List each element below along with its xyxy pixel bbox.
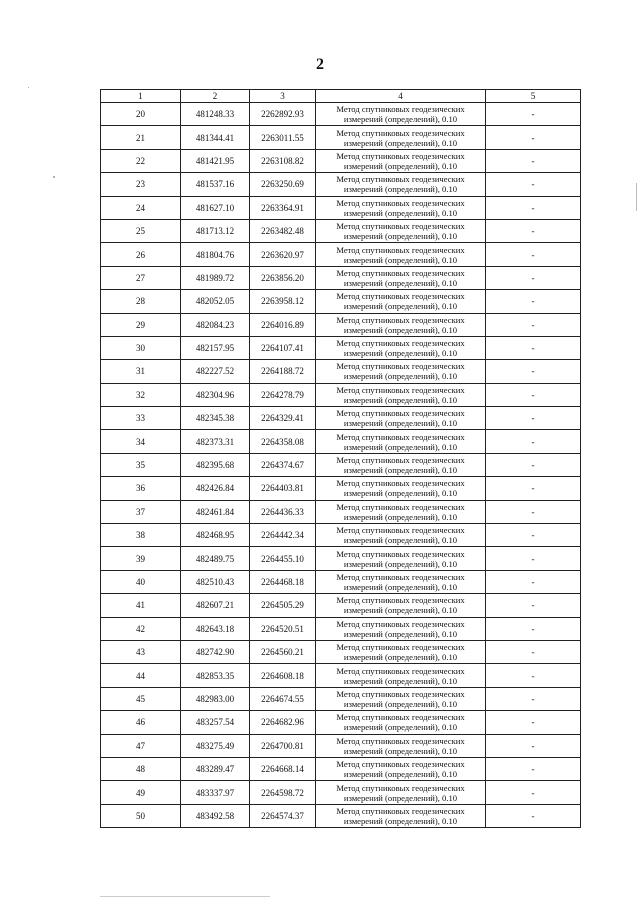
x-coordinate-cell: 483257.54 — [181, 711, 250, 734]
scan-speck — [53, 176, 55, 178]
point-number-cell: 23 — [101, 173, 181, 196]
y-coordinate-cell: 2264329.41 — [250, 407, 316, 430]
note-cell: - — [486, 243, 581, 266]
method-cell: Метод спутниковых геодезических измерений (определений), 0.10 — [316, 383, 486, 406]
note-cell: - — [486, 664, 581, 687]
table-row — [101, 757, 581, 780]
y-coordinate-cell: 2263482.48 — [250, 219, 316, 242]
y-coordinate-cell: 2264682.96 — [250, 711, 316, 734]
note-cell: - — [486, 477, 581, 500]
x-coordinate-cell: 482742.90 — [181, 640, 250, 663]
y-coordinate-cell: 2264520.51 — [250, 617, 316, 640]
y-coordinate-cell: 2264505.29 — [250, 594, 316, 617]
x-coordinate-cell: 482510.43 — [181, 570, 250, 593]
point-number-cell: 41 — [101, 594, 181, 617]
x-coordinate-cell: 481421.95 — [181, 149, 250, 172]
method-cell: Метод спутниковых геодезических измерений (определений), 0.10 — [316, 711, 486, 734]
y-coordinate-cell: 2264455.10 — [250, 547, 316, 570]
y-coordinate-cell: 2264560.21 — [250, 640, 316, 663]
method-cell: Метод спутниковых геодезических измерений (определений), 0.10 — [316, 290, 486, 313]
note-cell: - — [486, 383, 581, 406]
x-coordinate-cell: 482052.05 — [181, 290, 250, 313]
method-cell: Метод спутниковых геодезических измерений (определений), 0.10 — [316, 664, 486, 687]
point-number-cell: 29 — [101, 313, 181, 336]
table-row — [101, 266, 581, 289]
y-coordinate-cell: 2264374.67 — [250, 453, 316, 476]
point-number-cell: 39 — [101, 547, 181, 570]
table-row — [101, 149, 581, 172]
point-number-cell: 27 — [101, 266, 181, 289]
note-cell: - — [486, 103, 581, 126]
y-coordinate-cell: 2264403.81 — [250, 477, 316, 500]
method-cell: Метод спутниковых геодезических измерений (определений), 0.10 — [316, 524, 486, 547]
method-cell: Метод спутниковых геодезических измерений (определений), 0.10 — [316, 687, 486, 710]
table-row — [101, 407, 581, 430]
note-cell: - — [486, 266, 581, 289]
point-number-cell: 49 — [101, 781, 181, 804]
note-cell: - — [486, 407, 581, 430]
y-coordinate-cell: 2262892.93 — [250, 103, 316, 126]
x-coordinate-cell: 483337.97 — [181, 781, 250, 804]
x-coordinate-cell: 482345.38 — [181, 407, 250, 430]
method-cell: Метод спутниковых геодезических измерений (определений), 0.10 — [316, 360, 486, 383]
x-coordinate-cell: 482983.00 — [181, 687, 250, 710]
note-cell: - — [486, 430, 581, 453]
point-number-cell: 22 — [101, 149, 181, 172]
method-cell: Метод спутниковых геодезических измерений (определений), 0.10 — [316, 266, 486, 289]
note-cell: - — [486, 687, 581, 710]
y-coordinate-cell: 2263364.91 — [250, 196, 316, 219]
note-cell: - — [486, 711, 581, 734]
table-row — [101, 477, 581, 500]
point-number-cell: 21 — [101, 126, 181, 149]
x-coordinate-cell: 483492.58 — [181, 804, 250, 827]
x-coordinate-cell: 481804.76 — [181, 243, 250, 266]
method-cell: Метод спутниковых геодезических измерений (определений), 0.10 — [316, 570, 486, 593]
method-cell: Метод спутниковых геодезических измерений (определений), 0.10 — [316, 149, 486, 172]
table-row — [101, 547, 581, 570]
x-coordinate-cell: 483289.47 — [181, 757, 250, 780]
note-cell: - — [486, 336, 581, 359]
method-cell: Метод спутниковых геодезических измерений (определений), 0.10 — [316, 640, 486, 663]
y-coordinate-cell: 2263011.55 — [250, 126, 316, 149]
point-number-cell: 50 — [101, 804, 181, 827]
point-number-cell: 40 — [101, 570, 181, 593]
note-cell: - — [486, 149, 581, 172]
y-coordinate-cell: 2264442.34 — [250, 524, 316, 547]
point-number-cell: 36 — [101, 477, 181, 500]
table-row — [101, 781, 581, 804]
y-coordinate-cell: 2264668.14 — [250, 757, 316, 780]
note-cell: - — [486, 453, 581, 476]
point-number-cell: 47 — [101, 734, 181, 757]
method-cell: Метод спутниковых геодезических измерений (определений), 0.10 — [316, 734, 486, 757]
y-coordinate-cell: 2264278.79 — [250, 383, 316, 406]
point-number-cell: 37 — [101, 500, 181, 523]
x-coordinate-cell: 482853.35 — [181, 664, 250, 687]
scan-speck — [28, 87, 29, 88]
table-row — [101, 243, 581, 266]
x-coordinate-cell: 481248.33 — [181, 103, 250, 126]
column-header-number: 1 — [101, 90, 181, 103]
point-number-cell: 25 — [101, 219, 181, 242]
column-header-method: 4 — [316, 90, 486, 103]
y-coordinate-cell: 2264358.08 — [250, 430, 316, 453]
note-cell: - — [486, 640, 581, 663]
scan-edge-mark — [636, 183, 637, 211]
table-row — [101, 313, 581, 336]
point-number-cell: 32 — [101, 383, 181, 406]
x-coordinate-cell: 481627.10 — [181, 196, 250, 219]
table-row — [101, 711, 581, 734]
table-row — [101, 570, 581, 593]
scan-edge-mark — [100, 896, 270, 897]
note-cell: - — [486, 757, 581, 780]
method-cell: Метод спутниковых геодезических измерений (определений), 0.10 — [316, 757, 486, 780]
y-coordinate-cell: 2264436.33 — [250, 500, 316, 523]
x-coordinate-cell: 482227.52 — [181, 360, 250, 383]
y-coordinate-cell: 2263958.12 — [250, 290, 316, 313]
point-number-cell: 45 — [101, 687, 181, 710]
method-cell: Метод спутниковых геодезических измерений (определений), 0.10 — [316, 781, 486, 804]
point-number-cell: 24 — [101, 196, 181, 219]
y-coordinate-cell: 2264574.37 — [250, 804, 316, 827]
method-cell: Метод спутниковых геодезических измерений (определений), 0.10 — [316, 594, 486, 617]
x-coordinate-cell: 481344.41 — [181, 126, 250, 149]
table-row — [101, 500, 581, 523]
method-cell: Метод спутниковых геодезических измерений (определений), 0.10 — [316, 313, 486, 336]
y-coordinate-cell: 2264016.89 — [250, 313, 316, 336]
x-coordinate-cell: 481537.16 — [181, 173, 250, 196]
x-coordinate-cell: 482304.96 — [181, 383, 250, 406]
point-number-cell: 26 — [101, 243, 181, 266]
note-cell: - — [486, 219, 581, 242]
point-number-cell: 44 — [101, 664, 181, 687]
point-number-cell: 33 — [101, 407, 181, 430]
method-cell: Метод спутниковых геодезических измерений (определений), 0.10 — [316, 336, 486, 359]
point-number-cell: 38 — [101, 524, 181, 547]
method-cell: Метод спутниковых геодезических измерений (определений), 0.10 — [316, 477, 486, 500]
note-cell: - — [486, 804, 581, 827]
point-number-cell: 20 — [101, 103, 181, 126]
table-row — [101, 734, 581, 757]
table-row — [101, 336, 581, 359]
point-number-cell: 31 — [101, 360, 181, 383]
x-coordinate-cell: 482426.84 — [181, 477, 250, 500]
note-cell: - — [486, 360, 581, 383]
column-header-y: 3 — [250, 90, 316, 103]
x-coordinate-cell: 482607.21 — [181, 594, 250, 617]
method-cell: Метод спутниковых геодезических измерений (определений), 0.10 — [316, 500, 486, 523]
method-cell: Метод спутниковых геодезических измерений (определений), 0.10 — [316, 126, 486, 149]
table-row — [101, 804, 581, 827]
table-row — [101, 103, 581, 126]
point-number-cell: 28 — [101, 290, 181, 313]
table-row — [101, 640, 581, 663]
x-coordinate-cell: 482468.95 — [181, 524, 250, 547]
page-number: 2 — [316, 56, 324, 73]
method-cell: Метод спутниковых геодезических измерений (определений), 0.10 — [316, 243, 486, 266]
table-row — [101, 219, 581, 242]
y-coordinate-cell: 2264107.41 — [250, 336, 316, 359]
point-number-cell: 43 — [101, 640, 181, 663]
note-cell: - — [486, 547, 581, 570]
method-cell: Метод спутниковых геодезических измерений (определений), 0.10 — [316, 547, 486, 570]
note-cell: - — [486, 500, 581, 523]
note-cell: - — [486, 781, 581, 804]
table-row — [101, 196, 581, 219]
table-row — [101, 617, 581, 640]
table-row — [101, 453, 581, 476]
table-row — [101, 430, 581, 453]
table-row — [101, 173, 581, 196]
column-header-note: 5 — [486, 90, 581, 103]
y-coordinate-cell: 2263620.97 — [250, 243, 316, 266]
method-cell: Метод спутниковых геодезических измерений (определений), 0.10 — [316, 173, 486, 196]
method-cell: Метод спутниковых геодезических измерений (определений), 0.10 — [316, 804, 486, 827]
y-coordinate-cell: 2263856.20 — [250, 266, 316, 289]
y-coordinate-cell: 2264700.81 — [250, 734, 316, 757]
method-cell: Метод спутниковых геодезических измерений (определений), 0.10 — [316, 196, 486, 219]
point-number-cell: 30 — [101, 336, 181, 359]
method-cell: Метод спутниковых геодезических измерений (определений), 0.10 — [316, 219, 486, 242]
point-number-cell: 48 — [101, 757, 181, 780]
y-coordinate-cell: 2264608.18 — [250, 664, 316, 687]
y-coordinate-cell: 2264188.72 — [250, 360, 316, 383]
x-coordinate-cell: 482373.31 — [181, 430, 250, 453]
y-coordinate-cell: 2264468.18 — [250, 570, 316, 593]
table-row — [101, 126, 581, 149]
column-header-x: 2 — [181, 90, 250, 103]
note-cell: - — [486, 173, 581, 196]
y-coordinate-cell: 2264598.72 — [250, 781, 316, 804]
x-coordinate-cell: 481989.72 — [181, 266, 250, 289]
y-coordinate-cell: 2264674.55 — [250, 687, 316, 710]
note-cell: - — [486, 290, 581, 313]
method-cell: Метод спутниковых геодезических измерений (определений), 0.10 — [316, 103, 486, 126]
y-coordinate-cell: 2263250.69 — [250, 173, 316, 196]
method-cell: Метод спутниковых геодезических измерений (определений), 0.10 — [316, 617, 486, 640]
x-coordinate-cell: 482084.23 — [181, 313, 250, 336]
coordinates-table — [100, 89, 581, 828]
point-number-cell: 35 — [101, 453, 181, 476]
x-coordinate-cell: 482395.68 — [181, 453, 250, 476]
point-number-cell: 46 — [101, 711, 181, 734]
x-coordinate-cell: 482643.18 — [181, 617, 250, 640]
table-row — [101, 360, 581, 383]
x-coordinate-cell: 483275.49 — [181, 734, 250, 757]
method-cell: Метод спутниковых геодезических измерений (определений), 0.10 — [316, 407, 486, 430]
table-row — [101, 664, 581, 687]
x-coordinate-cell: 481713.12 — [181, 219, 250, 242]
note-cell: - — [486, 617, 581, 640]
note-cell: - — [486, 126, 581, 149]
note-cell: - — [486, 734, 581, 757]
x-coordinate-cell: 482157.95 — [181, 336, 250, 359]
note-cell: - — [486, 524, 581, 547]
note-cell: - — [486, 313, 581, 336]
table-row — [101, 524, 581, 547]
table-row — [101, 594, 581, 617]
table-row — [101, 290, 581, 313]
method-cell: Метод спутниковых геодезических измерений (определений), 0.10 — [316, 453, 486, 476]
table-row — [101, 687, 581, 710]
x-coordinate-cell: 482489.75 — [181, 547, 250, 570]
method-cell: Метод спутниковых геодезических измерений (определений), 0.10 — [316, 430, 486, 453]
point-number-cell: 34 — [101, 430, 181, 453]
table-row — [101, 383, 581, 406]
point-number-cell: 42 — [101, 617, 181, 640]
y-coordinate-cell: 2263108.82 — [250, 149, 316, 172]
note-cell: - — [486, 570, 581, 593]
note-cell: - — [486, 196, 581, 219]
x-coordinate-cell: 482461.84 — [181, 500, 250, 523]
note-cell: - — [486, 594, 581, 617]
table-header-row — [101, 90, 581, 103]
